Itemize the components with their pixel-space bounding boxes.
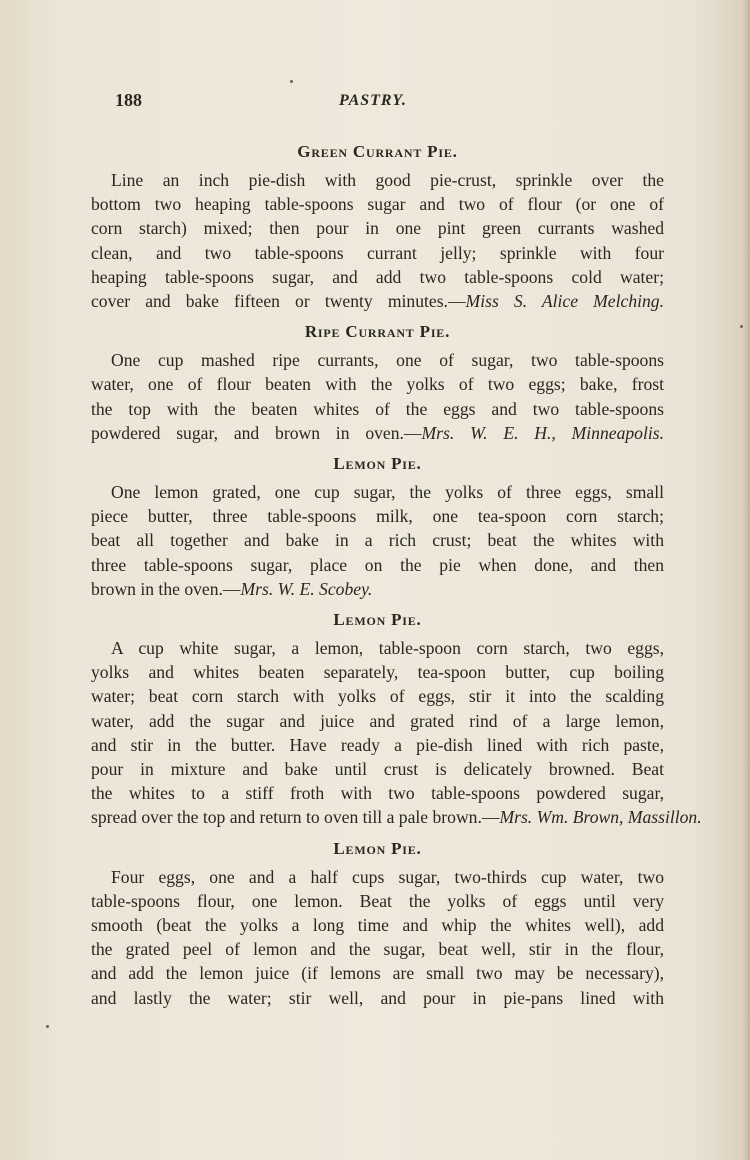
- text-line-with-author: [91, 289, 664, 313]
- text-line: smooth (beat the yolks a long time and whip the whites well), add: [91, 915, 664, 936]
- recipe-body: [91, 865, 664, 1010]
- recipe-ripe-currant-pie: [91, 320, 664, 445]
- recipe-author: Mrs. W. E. Scobey.: [240, 578, 373, 599]
- recipe-body: [91, 480, 664, 601]
- text-line: the whites to a stiff froth with two table-spoons powdered sugar,: [91, 783, 664, 804]
- running-head: [115, 90, 663, 120]
- paper-speck: [290, 80, 293, 83]
- text-line: A cup white sugar, a lemon, table-spoon corn starch, two eggs,: [111, 638, 664, 659]
- recipe-heading: Lemon Pie.: [333, 454, 422, 474]
- text-line: and stir in the butter. Have ready a pie-dish lined with rich paste,: [91, 734, 664, 755]
- recipe-heading: Lemon Pie.: [333, 610, 422, 630]
- page-number: 188: [115, 90, 142, 110]
- text-line: pour in mixture and bake until crust is delicately browned. Beat: [91, 759, 664, 780]
- text-line: water; beat corn starch with yolks of eggs, stir it into the scalding: [91, 686, 664, 707]
- text-segment: spread over the top and return to oven till a pale brown.—: [91, 807, 500, 828]
- text-segment: brown in the oven.—: [91, 578, 241, 599]
- text-line: and add the lemon juice (if lemons are small two may be necessary),: [91, 963, 664, 984]
- text-line: and lastly the water; stir well, and pour in pie-pans lined with: [91, 987, 664, 1008]
- recipe-lemon-pie-3: [91, 837, 664, 1010]
- recipe-lemon-pie-2: [91, 608, 702, 830]
- text-line: heaping table-spoons sugar, and add two table-spoons cold water;: [91, 266, 664, 287]
- text-segment: powdered sugar, and brown in oven.—: [91, 422, 422, 443]
- recipe-body: [91, 636, 702, 830]
- text-line: the grated peel of lemon and the sugar, beat well, stir in the flour,: [91, 939, 664, 960]
- recipe-heading: Lemon Pie.: [333, 838, 422, 858]
- text-line-with-author: [91, 577, 664, 601]
- text-line: table-spoons flour, one lemon. Beat the yolks of eggs until very: [91, 890, 664, 911]
- recipe-author: Mrs. W. E. H., Minneapolis.: [421, 422, 664, 443]
- recipe-body: [91, 348, 664, 445]
- recipe-body: [91, 168, 664, 313]
- recipe-lemon-pie-1: [91, 452, 664, 601]
- text-line: clean, and two table-spoons currant jelly; sprinkle with four: [91, 242, 664, 263]
- text-segment: cover and bake fifteen or twenty minutes.—: [91, 291, 466, 312]
- text-line: piece butter, three table-spoons milk, one tea-spoon corn starch;: [91, 506, 664, 527]
- page-edge-shadow: [742, 0, 750, 1160]
- text-line: the top with the beaten whites of the eggs and two table-spoons: [91, 398, 664, 419]
- text-line-with-author: [91, 421, 664, 445]
- recipe-author: Miss S. Alice Melching.: [465, 291, 664, 312]
- text-line: water, one of flour beaten with the yolks of two eggs; bake, frost: [91, 374, 664, 395]
- recipe-author: Mrs. Wm. Brown, Massillon.: [499, 807, 702, 828]
- recipe-heading: Green Currant Pie.: [297, 142, 458, 161]
- text-line: water, add the sugar and juice and grated rind of a large lemon,: [91, 710, 664, 731]
- recipe-heading: Ripe Currant Pie.: [304, 322, 451, 342]
- recipe-text: [91, 140, 702, 1017]
- text-line: Line an inch pie-dish with good pie-crust, sprinkle over the: [111, 170, 664, 190]
- text-line-with-author: [91, 805, 702, 829]
- recipe-green-currant-pie: [91, 140, 664, 313]
- text-line: One cup mashed ripe currants, one of sugar, two table-spoons: [111, 350, 664, 371]
- paper-speck: [46, 1025, 49, 1028]
- text-line: One lemon grated, one cup sugar, the yolks of three eggs, small: [111, 482, 664, 503]
- running-title: PASTRY.: [339, 92, 407, 109]
- text-line: bottom two heaping table-spoons sugar and two of flour (or one of: [91, 194, 664, 215]
- paper-speck: [740, 325, 743, 328]
- text-line: beat all together and bake in a rich crust; beat the whites with: [91, 530, 664, 551]
- text-line: three table-spoons sugar, place on the pie when done, and then: [91, 554, 664, 575]
- text-line: yolks and whites beaten separately, tea-spoon butter, cup boiling: [91, 662, 664, 683]
- text-line: Four eggs, one and a half cups sugar, two-thirds cup water, two: [111, 866, 664, 887]
- text-line: corn starch) mixed; then pour in one pint green currants washed: [91, 218, 664, 239]
